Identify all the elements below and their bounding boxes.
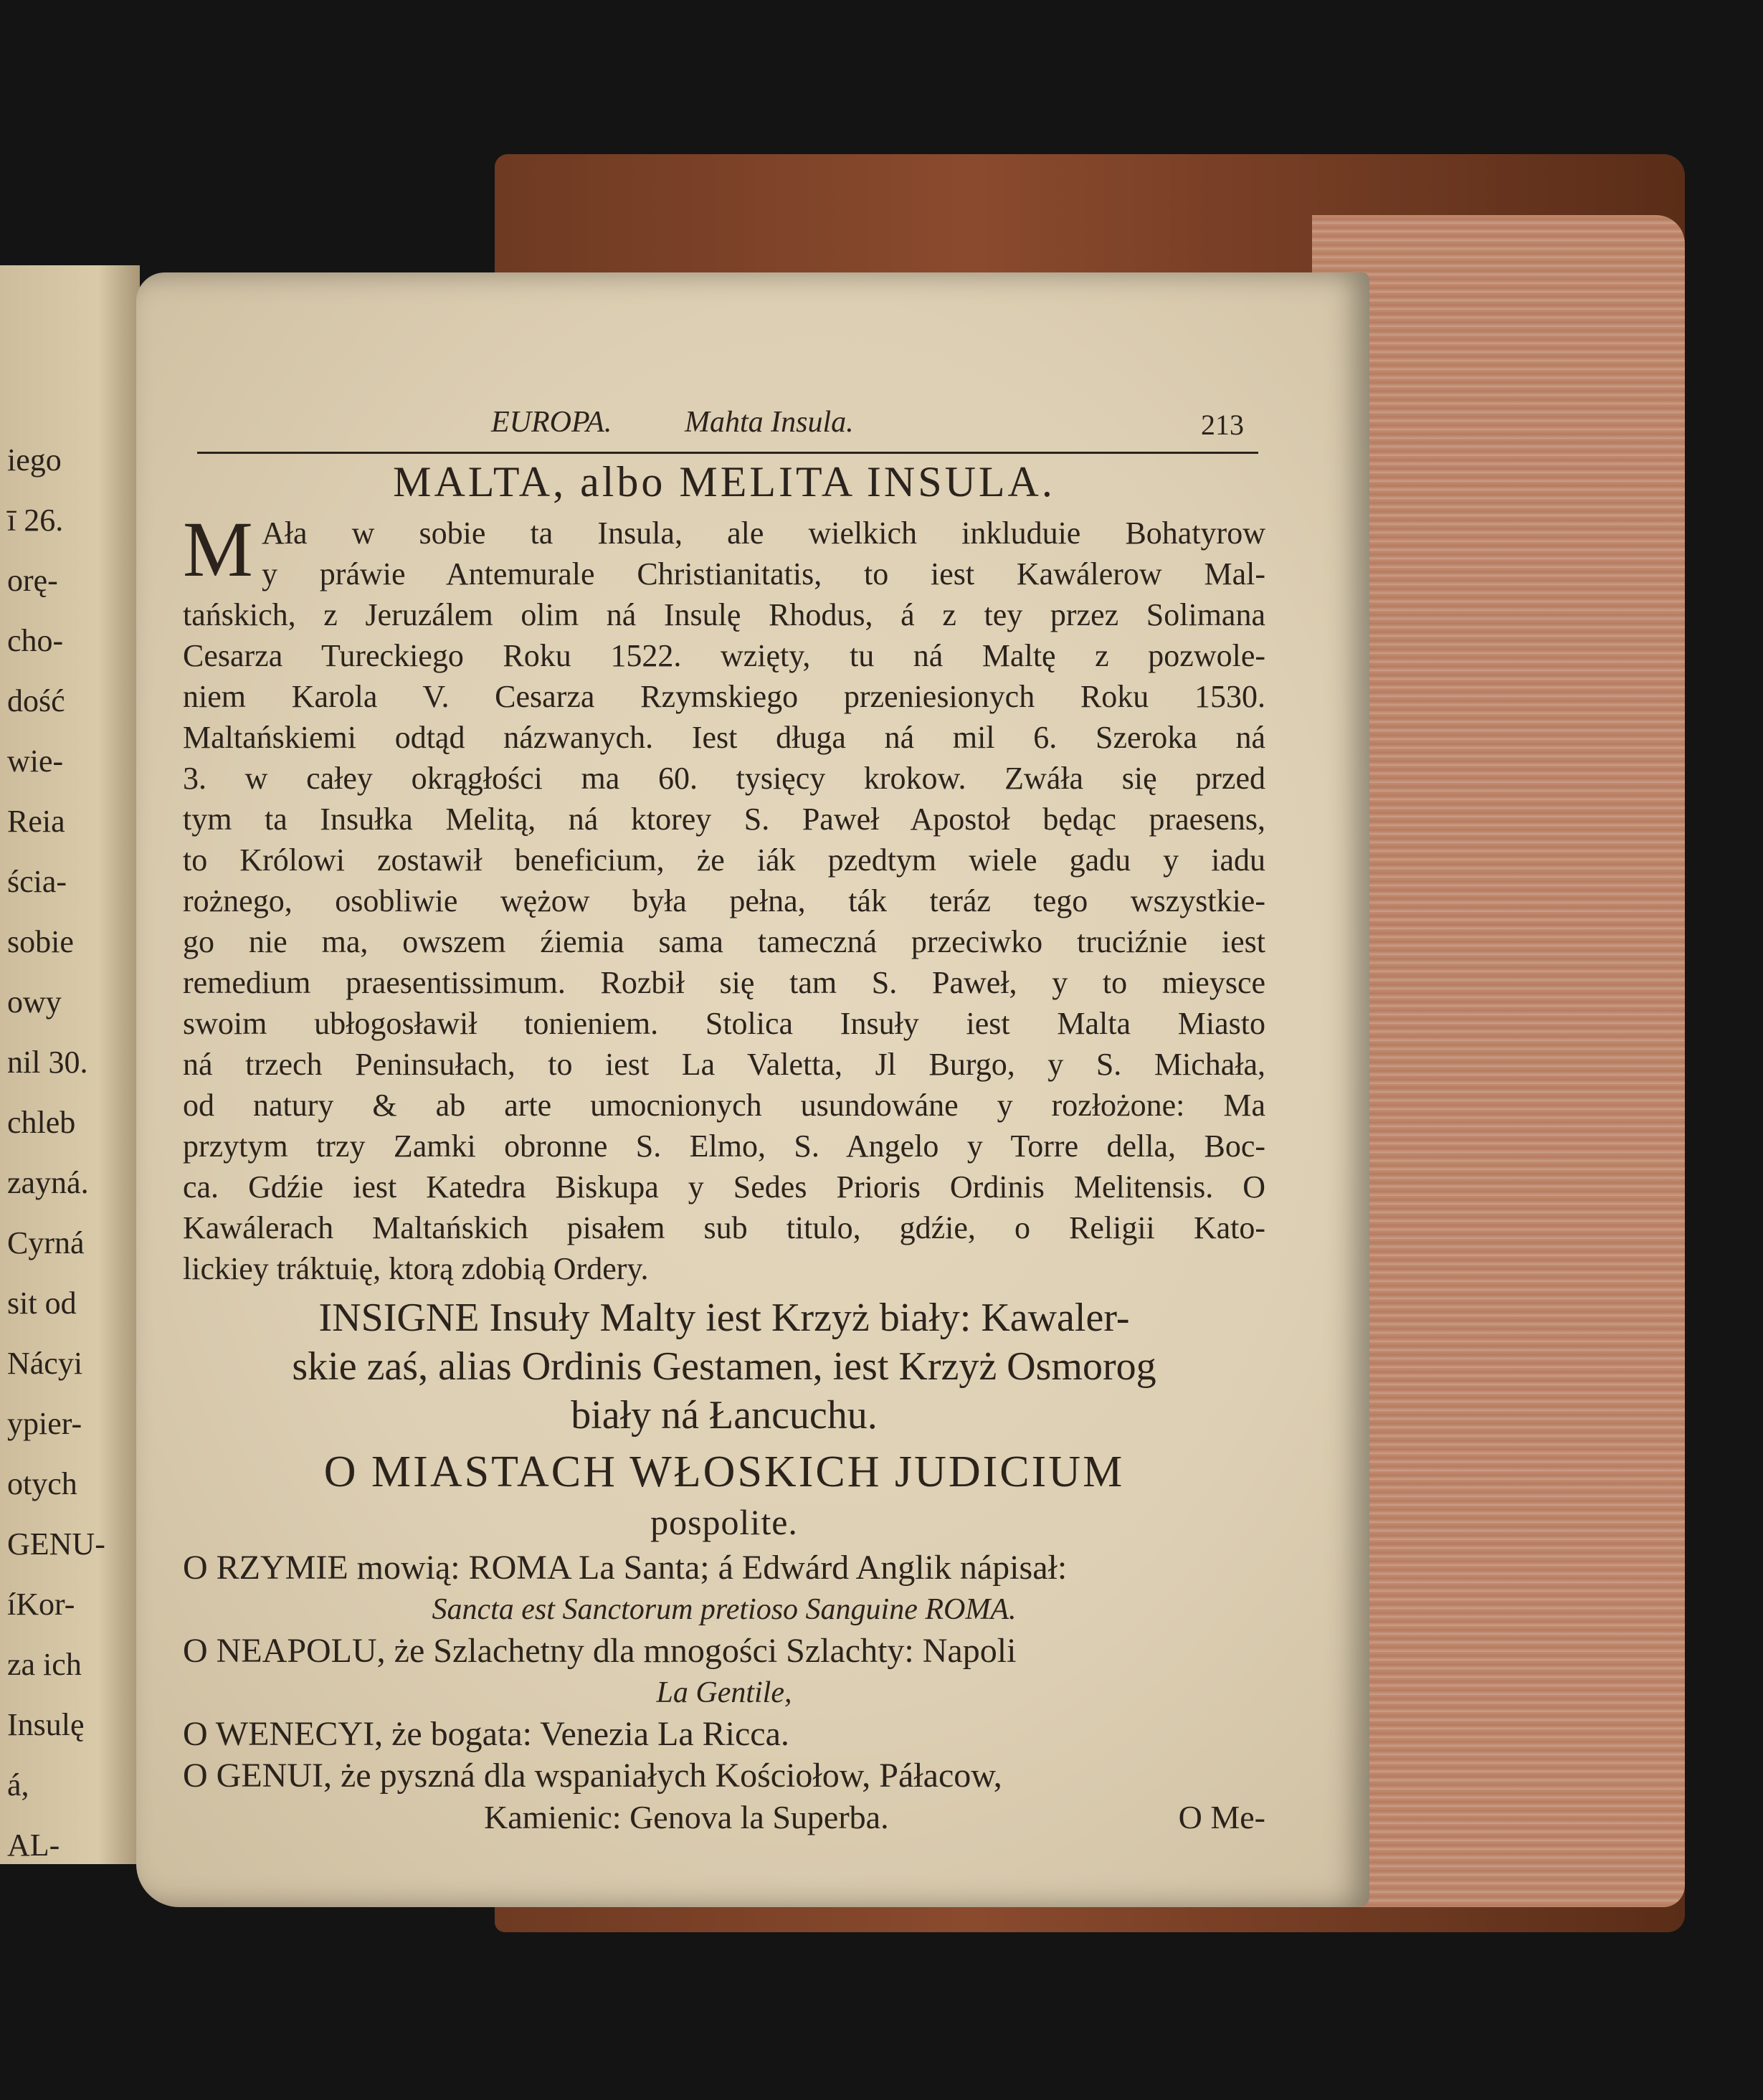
left-page-edge [0,265,140,1864]
text-line: Kawálerach Maltańskich pisałem sub titulo, gdźie, o Religii Kato- [183,1210,1265,1245]
text-line: Ała w sobie ta Insula, ale wielkich inkluduie Bohatyrow [262,516,1265,551]
left-fragment: za ich [7,1647,82,1682]
text-line: od natury & ab arte umocnionych usundowáne y rozłożone: Ma [183,1088,1265,1123]
entry-sub: La Gentile, [656,1676,792,1709]
left-fragment: iego [7,442,62,478]
text-line: go nie ma, owszem źiemia sama tameczná przeciwko truciźnie iest [183,924,1265,959]
left-fragment: Insulę [7,1707,85,1742]
paragraph-lines [183,513,1265,1289]
left-fragment: owy [7,984,62,1020]
text-line: ná trzech Peninsułach, to iest La Valetta, Jl Burgo, y S. Michała, [183,1047,1265,1082]
drop-cap: M [183,505,253,593]
city-entry [183,1714,1265,1755]
heading-line: O MIASTACH WŁOSKICH JUDICIUM [323,1448,1125,1496]
left-fragment: Cyrná [7,1225,85,1260]
text-line: niem Karola V. Cesarza Rzymskiego przeniesionych Roku 1530. [183,679,1265,714]
running-header [183,398,1265,452]
text-line: lickiey tráktuię, ktorą zdobią Ordery. [183,1251,649,1286]
header-rule [197,452,1258,454]
left-fragment: zayná. [7,1165,89,1200]
left-fragment: sit od [7,1286,77,1321]
city-entry [183,1755,1265,1797]
left-fragment: cho- [7,623,64,658]
footer-line [183,1797,1265,1838]
page-text [183,398,1265,1838]
section-title: MALTA, albo MELITA INSULA. [393,458,1055,505]
header-left: EUROPA. [491,406,612,439]
left-fragment: sobie [7,924,74,959]
text-line: ca. Gdźie iest Katedra Biskupa y Sedes Prioris Ordinis Melitensis. O [183,1169,1265,1205]
text-line: remedium praesentissimum. Rozbił się tam S. Paweł, y to mieysce [183,965,1265,1000]
left-fragment: Reia [7,804,65,839]
insigne-line: biały ná Łancuchu. [571,1393,878,1438]
insigne-line: skie zaś, alias Ordinis Gestamen, iest Krzyż Osmorog [292,1344,1156,1389]
left-fragment: á, [7,1767,29,1802]
entry-main: O WENECYI, że bogata: Venezia La Ricca. [183,1715,789,1753]
left-fragment: AL- [7,1828,60,1863]
left-fragment: wie- [7,743,64,779]
text-line: tym ta Insułka Melitą, ná ktorey S. Paweł Apostoł będąc praesens, [183,802,1265,837]
insigne-line: INSIGNE Insuły Malty iest Krzyż biały: Kawaler- [318,1296,1130,1340]
text-line: Maltańskiemi odtąd názwanych. Iest długa ná mil 6. Szeroka ná [183,720,1265,755]
left-fragment: nil 30. [7,1045,88,1080]
left-fragment: ścia- [7,864,67,899]
text-line: rożnego, osobliwie wężow była pełna, ták teráz tego wszystkie- [183,883,1265,918]
left-fragment: orę- [7,563,58,598]
text-line: to Królowi zostawił beneficium, że iák pzedtym wiele gadu y iadu [183,842,1265,878]
cities-heading [183,1447,1265,1547]
text-line: y práwie Antemurale Christianitatis, to iest Kawálerow Mal- [262,556,1265,591]
text-line: Cesarza Tureckiego Roku 1522. wzięty, tu ná Maltę z pozwole- [183,638,1265,673]
left-fragment: dość [7,683,65,718]
text-line: przytym trzy Zamki obronne S. Elmo, S. Angelo y Torre della, Boc- [183,1129,1265,1164]
insigne-paragraph [183,1293,1265,1440]
page-number: 213 [1201,409,1244,441]
entry-main: O GENUI, że pyszná dla wspaniałych Kościołow, Páłacow, [183,1757,1002,1795]
heading-line: pospolite. [650,1502,798,1542]
footer-text: Kamienic: Genova la Superba. [484,1799,889,1835]
left-fragment: GENU- [7,1526,105,1562]
text-line: 3. w całey okrągłości ma 60. tysięcy krokow. Zwáła się przed [183,761,1265,796]
city-entry [183,1547,1265,1630]
left-fragment: ī 26. [7,503,64,538]
text-line: tańskich, z Jeruzálem olim ná Insulę Rhodus, á z tey przez Solimana [183,597,1265,632]
city-entries [183,1547,1265,1797]
entry-main: O RZYMIE mowią: ROMA La Santa; á Edwárd Anglik nápisał: [183,1549,1068,1587]
left-fragment: ypier- [7,1406,82,1441]
left-fragment: Nácyi [7,1346,83,1381]
header-title: Mahta Insula. [685,406,854,439]
left-fragment: íKor- [7,1587,75,1622]
entry-sub: Sancta est Sanctorum pretioso Sanguine ROMA. [432,1593,1017,1626]
catchword: O Me- [1178,1799,1265,1835]
entry-main: O NEAPOLU, że Szlachetny dla mnogości Szlachty: Napoli [183,1632,1017,1670]
left-fragment: chleb [7,1105,76,1140]
text-line: swoim ubłogosławił tonieniem. Stolica Insuły iest Malta Miasto [183,1006,1265,1041]
left-fragment: otych [7,1466,77,1501]
city-entry [183,1630,1265,1714]
main-paragraph [183,505,1265,1289]
